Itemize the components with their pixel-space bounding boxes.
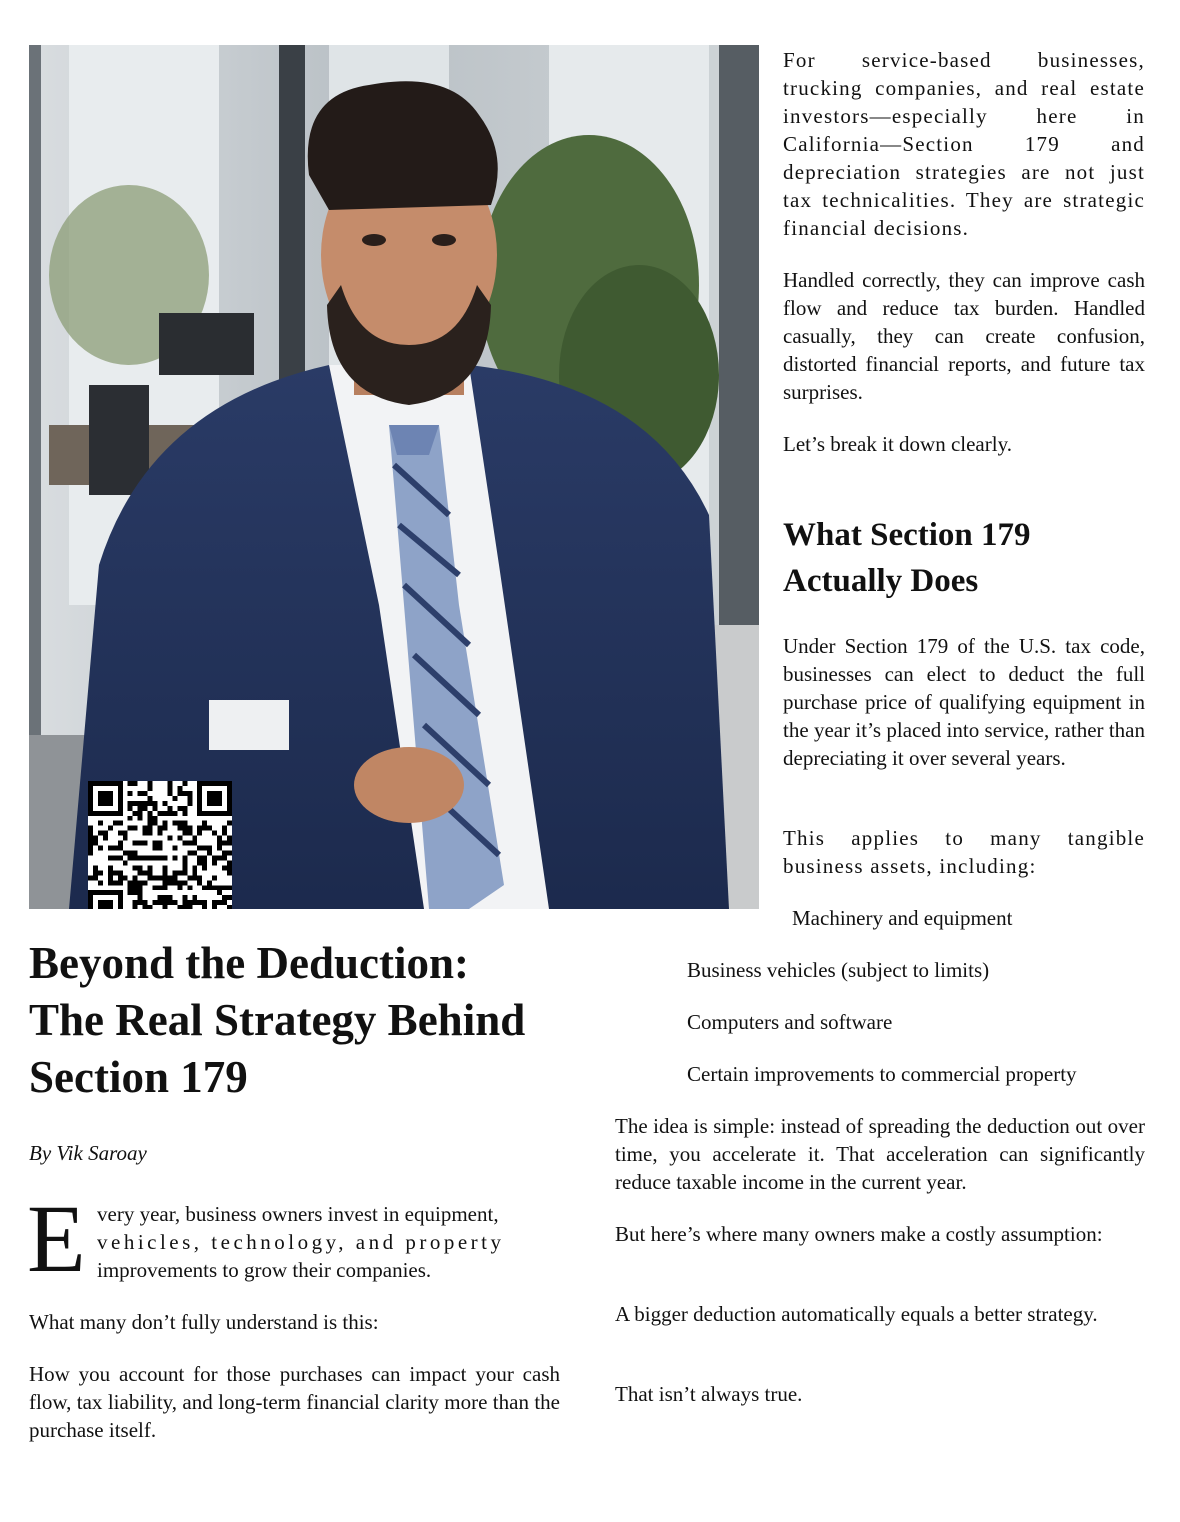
article-title-line-3: Section 179 xyxy=(29,1052,248,1102)
qr-code[interactable] xyxy=(88,781,232,909)
lead-line-1: very year, business owners invest in equipment, xyxy=(97,1202,499,1226)
article-title-line-2: The Real Strategy Behind xyxy=(29,995,526,1045)
list-item: Business vehicles (subject to limits) xyxy=(687,958,990,982)
section-paragraph-1: Under Section 179 of the U.S. tax code, businesses can elect to deduct the full purchase price of qualifying equipment in the year it’s placed into service, rather than depreciating it over several years. xyxy=(783,634,1145,770)
lead-line-2: vehicles, technology, and property xyxy=(97,1230,505,1254)
section-paragraph-2: This applies to many tangible business assets, including: xyxy=(783,826,1145,878)
hero-photo xyxy=(29,45,759,909)
closing-paragraph-1: The idea is simple: instead of spreading the deduction out over time, you accelerate it. That acceleration can significantly reduce taxable income in the current year. xyxy=(615,1114,1145,1194)
closing-paragraph-3: A bigger deduction automatically equals a better strategy. xyxy=(615,1302,1098,1326)
intro-paragraph-2: Handled correctly, they can improve cash flow and reduce tax burden. Handled casually, they can create confusion, distorted financial reports, and future tax surprises. xyxy=(783,268,1145,404)
body-paragraph-2: How you account for those purchases can impact your cash flow, tax liability, and long-term financial clarity more than the purchase itself. xyxy=(29,1362,560,1442)
article-title-line-1: Beyond the Deduction: xyxy=(29,938,470,988)
drop-cap: E xyxy=(27,1185,86,1292)
lead-paragraph xyxy=(97,1200,560,1284)
body-paragraph-1: What many don’t fully understand is this: xyxy=(29,1310,379,1334)
intro-paragraph-3: Let’s break it down clearly. xyxy=(783,432,1012,456)
section-heading-line-2: Actually Does xyxy=(783,563,979,599)
section-heading xyxy=(783,512,1163,604)
lead-line-3: improvements to grow their companies. xyxy=(97,1258,432,1282)
closing-paragraph-2: But here’s where many owners make a costly assumption: xyxy=(615,1222,1103,1246)
byline: By Vik Saroay xyxy=(29,1141,147,1165)
list-item: Computers and software xyxy=(687,1010,893,1034)
section-heading-line-1: What Section 179 xyxy=(783,517,1031,553)
article-title xyxy=(29,935,589,1106)
intro-paragraph-1: For service-based businesses, trucking companies, and real estate investors—especially here in California—Section 179 and depreciation strategies are not just tax technicalities. They are strategic financial decisions. xyxy=(783,48,1145,240)
closing-paragraph-4: That isn’t always true. xyxy=(615,1382,803,1406)
list-item: Certain improvements to commercial property xyxy=(687,1062,1077,1086)
list-item: Machinery and equipment xyxy=(792,906,1013,930)
